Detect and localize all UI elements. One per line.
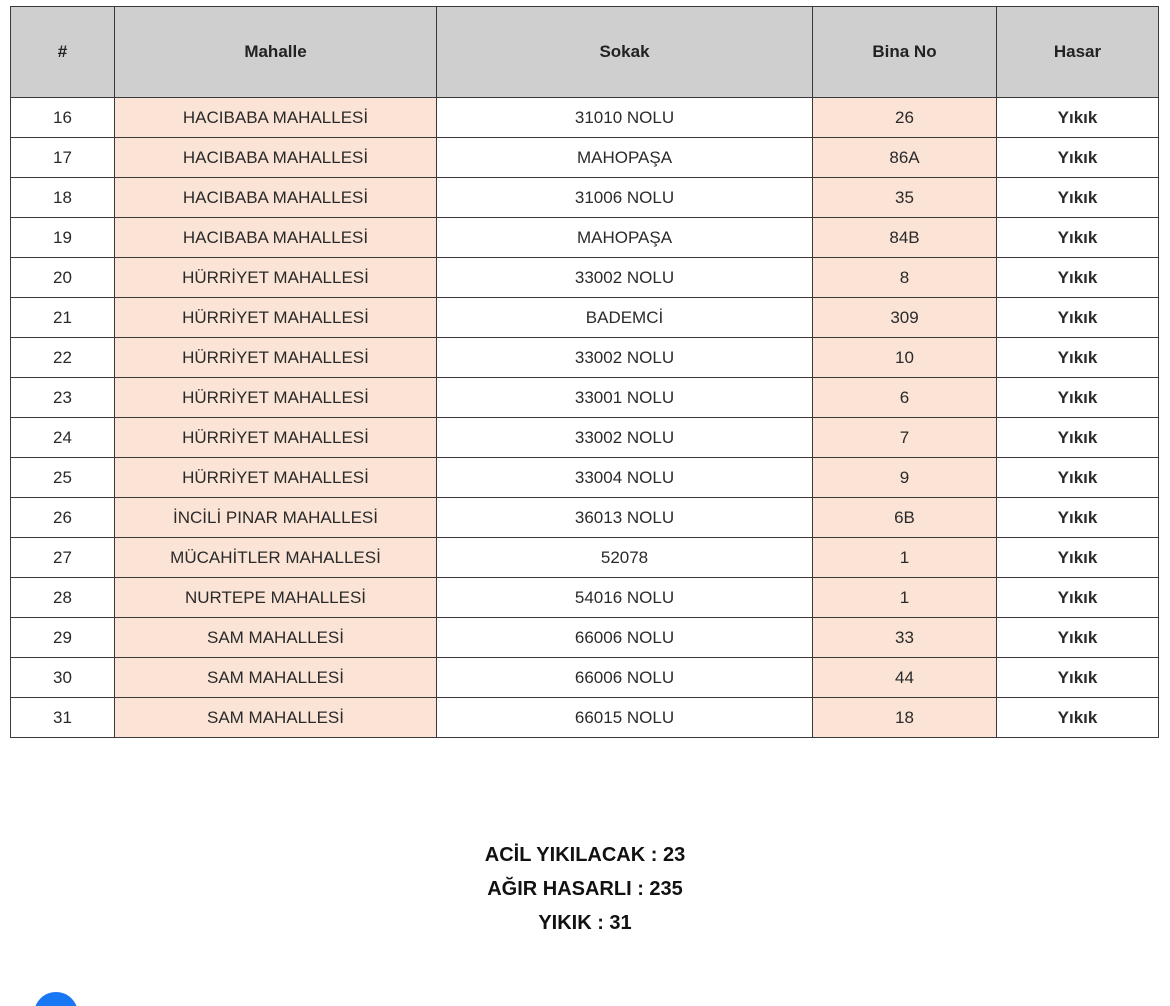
- table-row: [11, 378, 1159, 418]
- table-row: [11, 98, 1159, 138]
- cell-bina-no: 18: [813, 698, 997, 738]
- cell-mahalle: HÜRRİYET MAHALLESİ: [115, 338, 437, 378]
- summary-acil-yikilacak: ACİL YIKILACAK : 23: [484, 844, 686, 866]
- cell-no: 21: [11, 298, 115, 338]
- cell-bina-no: 26: [813, 98, 997, 138]
- cell-no: 25: [11, 458, 115, 498]
- cell-sokak: 66006 NOLU: [437, 618, 813, 658]
- cell-mahalle: HÜRRİYET MAHALLESİ: [115, 378, 437, 418]
- cell-bina-no: 8: [813, 258, 997, 298]
- table-row: [11, 178, 1159, 218]
- cell-no: 31: [11, 698, 115, 738]
- table-row: [11, 618, 1159, 658]
- cell-hasar: Yıkık: [997, 698, 1159, 738]
- cell-no: 30: [11, 658, 115, 698]
- summary-agir-hasarli: AĞIR HASARLI : 235: [487, 878, 683, 900]
- cell-sokak: 36013 NOLU: [437, 498, 813, 538]
- cell-no: 19: [11, 218, 115, 258]
- cell-hasar: Yıkık: [997, 498, 1159, 538]
- cell-bina-no: 10: [813, 338, 997, 378]
- cell-hasar: Yıkık: [997, 338, 1159, 378]
- cell-bina-no: 7: [813, 418, 997, 458]
- table-body: [11, 98, 1159, 738]
- cell-hasar: Yıkık: [997, 538, 1159, 578]
- cell-no: 18: [11, 178, 115, 218]
- cell-hasar: Yıkık: [997, 578, 1159, 618]
- table-row: [11, 338, 1159, 378]
- summary-yikik: YIKIK : 31: [538, 912, 632, 934]
- cell-bina-no: 86A: [813, 138, 997, 178]
- cell-hasar: Yıkık: [997, 458, 1159, 498]
- cell-bina-no: 33: [813, 618, 997, 658]
- table-row: [11, 138, 1159, 178]
- cell-bina-no: 9: [813, 458, 997, 498]
- cell-no: 29: [11, 618, 115, 658]
- header-bina-no: Bina No: [813, 7, 997, 98]
- table-row: [11, 698, 1159, 738]
- cell-sokak: BADEMCİ: [437, 298, 813, 338]
- cell-sokak: 31010 NOLU: [437, 98, 813, 138]
- table-row: [11, 458, 1159, 498]
- table-row: [11, 298, 1159, 338]
- table-row: [11, 218, 1159, 258]
- summary-block: [0, 838, 1170, 940]
- table-row: [11, 418, 1159, 458]
- cell-hasar: Yıkık: [997, 218, 1159, 258]
- cell-sokak: MAHOPAŞA: [437, 218, 813, 258]
- cell-mahalle: HACIBABA MAHALLESİ: [115, 98, 437, 138]
- cell-sokak: 66006 NOLU: [437, 658, 813, 698]
- cell-bina-no: 84B: [813, 218, 997, 258]
- cell-no: 17: [11, 138, 115, 178]
- cell-sokak: 52078: [437, 538, 813, 578]
- cell-no: 24: [11, 418, 115, 458]
- table-row: [11, 538, 1159, 578]
- cell-mahalle: HACIBABA MAHALLESİ: [115, 218, 437, 258]
- cell-mahalle: HÜRRİYET MAHALLESİ: [115, 258, 437, 298]
- cell-hasar: Yıkık: [997, 138, 1159, 178]
- cell-bina-no: 44: [813, 658, 997, 698]
- cell-mahalle: SAM MAHALLESİ: [115, 698, 437, 738]
- damage-table: [10, 6, 1159, 738]
- cell-bina-no: 35: [813, 178, 997, 218]
- cell-sokak: 31006 NOLU: [437, 178, 813, 218]
- cell-bina-no: 6: [813, 378, 997, 418]
- cell-mahalle: HÜRRİYET MAHALLESİ: [115, 458, 437, 498]
- cell-hasar: Yıkık: [997, 658, 1159, 698]
- cell-no: 28: [11, 578, 115, 618]
- cell-no: 20: [11, 258, 115, 298]
- cell-mahalle: SAM MAHALLESİ: [115, 658, 437, 698]
- cell-sokak: 33001 NOLU: [437, 378, 813, 418]
- cell-bina-no: 1: [813, 538, 997, 578]
- cell-bina-no: 309: [813, 298, 997, 338]
- cell-bina-no: 1: [813, 578, 997, 618]
- cell-sokak: MAHOPAŞA: [437, 138, 813, 178]
- cell-no: 23: [11, 378, 115, 418]
- facebook-icon[interactable]: [34, 992, 78, 1006]
- cell-no: 16: [11, 98, 115, 138]
- cell-mahalle: HACIBABA MAHALLESİ: [115, 178, 437, 218]
- cell-no: 22: [11, 338, 115, 378]
- cell-mahalle: HÜRRİYET MAHALLESİ: [115, 298, 437, 338]
- cell-sokak: 33002 NOLU: [437, 258, 813, 298]
- cell-hasar: Yıkık: [997, 618, 1159, 658]
- cell-bina-no: 6B: [813, 498, 997, 538]
- cell-mahalle: NURTEPE MAHALLESİ: [115, 578, 437, 618]
- cell-mahalle: İNCİLİ PINAR MAHALLESİ: [115, 498, 437, 538]
- header-sokak: Sokak: [437, 7, 813, 98]
- cell-hasar: Yıkık: [997, 418, 1159, 458]
- table-row: [11, 578, 1159, 618]
- cell-no: 26: [11, 498, 115, 538]
- cell-hasar: Yıkık: [997, 178, 1159, 218]
- cell-mahalle: HACIBABA MAHALLESİ: [115, 138, 437, 178]
- cell-sokak: 33002 NOLU: [437, 418, 813, 458]
- cell-sokak: 33004 NOLU: [437, 458, 813, 498]
- cell-mahalle: SAM MAHALLESİ: [115, 618, 437, 658]
- cell-hasar: Yıkık: [997, 258, 1159, 298]
- table-row: [11, 258, 1159, 298]
- header-hasar: Hasar: [997, 7, 1159, 98]
- cell-hasar: Yıkık: [997, 298, 1159, 338]
- cell-sokak: 33002 NOLU: [437, 338, 813, 378]
- cell-mahalle: HÜRRİYET MAHALLESİ: [115, 418, 437, 458]
- cell-sokak: 54016 NOLU: [437, 578, 813, 618]
- header-mahalle: Mahalle: [115, 7, 437, 98]
- cell-hasar: Yıkık: [997, 98, 1159, 138]
- table-row: [11, 498, 1159, 538]
- cell-mahalle: MÜCAHİTLER MAHALLESİ: [115, 538, 437, 578]
- cell-sokak: 66015 NOLU: [437, 698, 813, 738]
- header-row: [11, 7, 1159, 98]
- cell-no: 27: [11, 538, 115, 578]
- cell-hasar: Yıkık: [997, 378, 1159, 418]
- table-row: [11, 658, 1159, 698]
- header-no: #: [11, 7, 115, 98]
